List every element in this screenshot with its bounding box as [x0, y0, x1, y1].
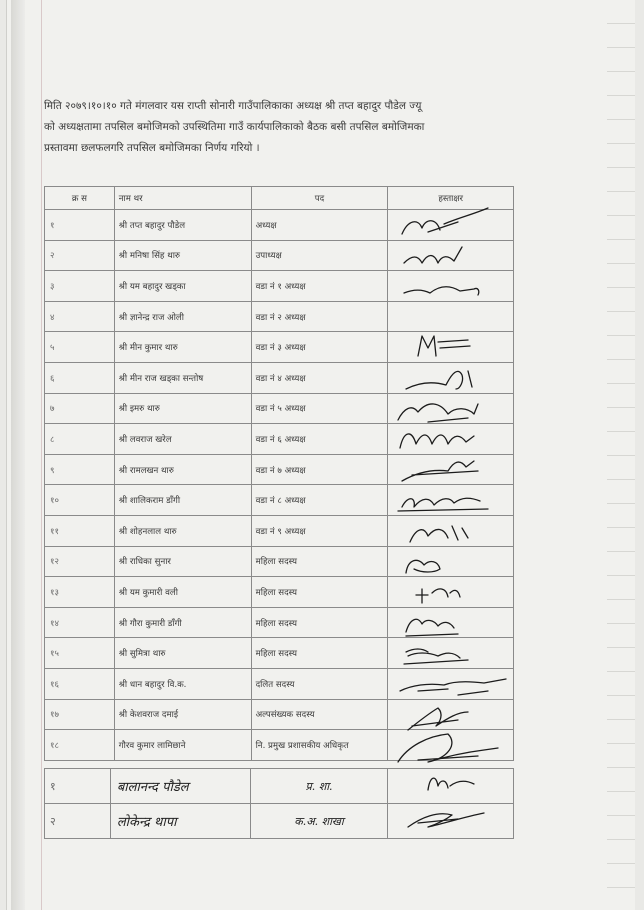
post-cell: वडा नं ९ अध्यक्ष: [251, 515, 388, 546]
post-cell: महिला सदस्य: [251, 577, 388, 608]
post-cell: महिला सदस्य: [251, 638, 388, 669]
post-cell: वडा नं ६ अध्यक्ष: [251, 424, 388, 455]
serial-cell: १३: [45, 577, 115, 608]
serial-cell: २: [45, 240, 115, 271]
name-cell: बालानन्द पौडेल: [110, 769, 250, 804]
post-cell: क.अ. शाखा: [250, 804, 388, 839]
handwritten-signature: [388, 265, 514, 305]
post-cell: अध्यक्ष: [251, 210, 388, 241]
margin-line: [41, 0, 42, 910]
serial-cell: १७: [45, 699, 115, 730]
signature-cell: [388, 271, 514, 302]
post-cell: वडा नं ३ अध्यक्ष: [251, 332, 388, 363]
handwritten-signature: [388, 798, 514, 838]
name-cell: श्री रामलखन थारु: [114, 454, 251, 485]
serial-cell: ६: [45, 362, 115, 393]
serial-cell: १: [45, 769, 111, 804]
header-name: नाम थर: [114, 187, 251, 210]
handwritten-signature: [388, 724, 514, 764]
intro-line-3: प्रस्तावमा छलफलगरि तपसिल बमोजिमका निर्णय गरियो ।: [44, 142, 260, 154]
name-cell: श्री यम बहादुर खड्का: [114, 271, 251, 302]
post-cell: वडा नं ४ अध्यक्ष: [251, 362, 388, 393]
table-row: [45, 271, 514, 302]
serial-cell: ९: [45, 454, 115, 485]
header-serial: क्र स: [45, 187, 115, 210]
serial-cell: ३: [45, 271, 115, 302]
name-cell: गौरव कुमार लामिछाने: [114, 730, 251, 761]
name-cell: श्री यम कुमारी वली: [114, 577, 251, 608]
name-cell: श्री धान बहादुर वि.क.: [114, 668, 251, 699]
serial-cell: १६: [45, 668, 115, 699]
minutes-intro: [44, 96, 540, 159]
ruled-page-edge: [607, 0, 635, 910]
name-cell: श्री मीन राज खड्का सन्तोष: [114, 362, 251, 393]
serial-cell: १०: [45, 485, 115, 516]
serial-cell: ५: [45, 332, 115, 363]
post-cell: नि. प्रमुख प्रशासकीय अधिकृत: [251, 730, 388, 761]
name-cell: श्री केशवराज दमाई: [114, 699, 251, 730]
name-cell: श्री गौरा कुमारी डाँगी: [114, 607, 251, 638]
name-cell: श्री शोहनलाल थारु: [114, 515, 251, 546]
intro-line-1: मिति २०७९।१०।१० गते मंगलवार यस राप्ती सोनारी गाउँपालिकाका अध्यक्ष श्री तप्त बहादुर पौडेल ज्यू: [44, 100, 422, 112]
name-cell: श्री इमरु थारु: [114, 393, 251, 424]
name-cell: श्री ज्ञानेन्द्र राज ओली: [114, 301, 251, 332]
serial-cell: १: [45, 210, 115, 241]
serial-cell: ४: [45, 301, 115, 332]
attendance-table: [44, 186, 514, 761]
name-cell: श्री मीन कुमार थारु: [114, 332, 251, 363]
name-cell: लोकेन्द्र थापा: [110, 804, 250, 839]
post-cell: वडा नं २ अध्यक्ष: [251, 301, 388, 332]
name-cell: श्री तप्त बहादुर पौडेल: [114, 210, 251, 241]
post-cell: महिला सदस्य: [251, 607, 388, 638]
post-cell: वडा नं ५ अध्यक्ष: [251, 393, 388, 424]
post-cell: अल्पसंख्यक सदस्य: [251, 699, 388, 730]
post-cell: वडा नं ८ अध्यक्ष: [251, 485, 388, 516]
serial-cell: २: [45, 804, 111, 839]
serial-cell: १५: [45, 638, 115, 669]
table-row: [45, 730, 514, 761]
name-cell: श्री लवराज खरेल: [114, 424, 251, 455]
intro-line-2: को अध्यक्षतामा तपसिल बमोजिमको उपस्थितिमा गाउँ कार्यपालिकाको बैठक बसी तपसिल बमोजिमका: [44, 121, 425, 133]
post-cell: उपाध्यक्ष: [251, 240, 388, 271]
signature-cell: [388, 804, 514, 839]
header-post: पद: [251, 187, 388, 210]
serial-cell: १२: [45, 546, 115, 577]
post-cell: महिला सदस्य: [251, 546, 388, 577]
name-cell: श्री राधिका सुनार: [114, 546, 251, 577]
serial-cell: १८: [45, 730, 115, 761]
post-cell: प्र. शा.: [250, 769, 388, 804]
signature-cell: [388, 730, 514, 761]
binding-edge: [11, 0, 25, 910]
serial-cell: ११: [45, 515, 115, 546]
serial-cell: ७: [45, 393, 115, 424]
post-cell: वडा नं ७ अध्यक्ष: [251, 454, 388, 485]
staff-table: [44, 768, 514, 839]
post-cell: वडा नं १ अध्यक्ष: [251, 271, 388, 302]
serial-cell: ८: [45, 424, 115, 455]
name-cell: श्री सुमित्रा थारु: [114, 638, 251, 669]
handwritten-signature: [388, 763, 514, 803]
name-cell: श्री शालिकराम डाँगी: [114, 485, 251, 516]
post-cell: दलित सदस्य: [251, 668, 388, 699]
serial-cell: १४: [45, 607, 115, 638]
table-row: [45, 804, 514, 839]
header-signature: हस्ताक्षर: [388, 187, 514, 210]
name-cell: श्री मनिषा सिंह थारु: [114, 240, 251, 271]
